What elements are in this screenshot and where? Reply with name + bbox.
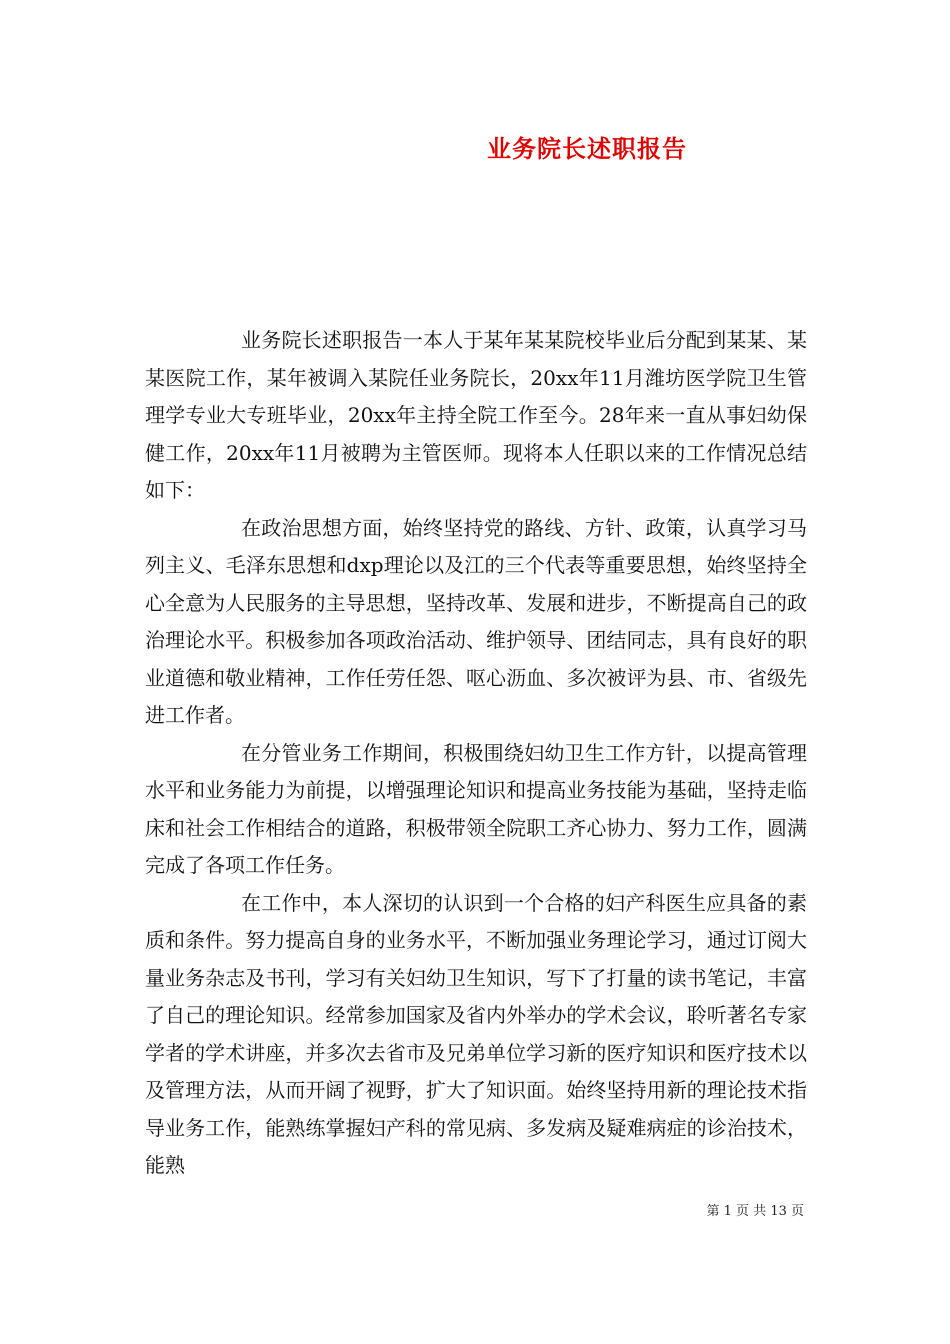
document-title: 业务院长述职报告	[487, 134, 687, 163]
paragraph-intro: 业务院长述职报告一本人于某年某某院校毕业后分配到某某、某某医院工作，某年被调入某院任业务院长，20xx年11月潍坊医学院卫生管理学专业大专班毕业，20xx年主持全院工作至今。28年来一直从事妇幼保健工作，20xx年11月被聘为主管医师。现将本人任职以来的工作情况总结如下：	[145, 328, 807, 502]
page-number-footer: 第 1 页 共 13 页	[706, 1204, 804, 1219]
document-body	[145, 322, 807, 1185]
paragraph-business-management: 在分管业务工作期间，积极围绕妇幼卫生工作方针，以提高管理水平和业务能力为前提，以增强理论知识和提高业务技能为基础，坚持走临床和社会工作相结合的道路，积极带领全院职工齐心协力、努力工作，圆满完成了各项工作任务。	[145, 740, 807, 877]
paragraph-political-thought: 在政治思想方面，始终坚持党的路线、方针、政策，认真学习马列主义、毛泽东思想和dxp理论以及江的三个代表等重要思想，始终坚持全心全意为人民服务的主导思想，坚持改革、发展和进步，不断提高自己的政治理论水平。积极参加各项政治活动、维护领导、团结同志，具有良好的职业道德和敬业精神，工作任劳任怨、呕心沥血、多次被评为县、市、省级先进工作者。	[145, 515, 807, 727]
paragraph-work-study: 在工作中，本人深切的认识到一个合格的妇产科医生应具备的素质和条件。努力提高自身的业务水平，不断加强业务理论学习，通过订阅大量业务杂志及书刊，学习有关妇幼卫生知识，写下了打量的读书笔记，丰富了自己的理论知识。经常参加国家及省内外举办的学术会议，聆听著名专家学者的学术讲座，并多次去省市及兄弟单位学习新的医疗知识和医疗技术以及管理方法，从而开阔了视野，扩大了知识面。始终坚持用新的理论技术指导业务工作，能熟练掌握妇产科的常见病、多发病及疑难病症的诊治技术，能熟	[145, 890, 807, 1177]
